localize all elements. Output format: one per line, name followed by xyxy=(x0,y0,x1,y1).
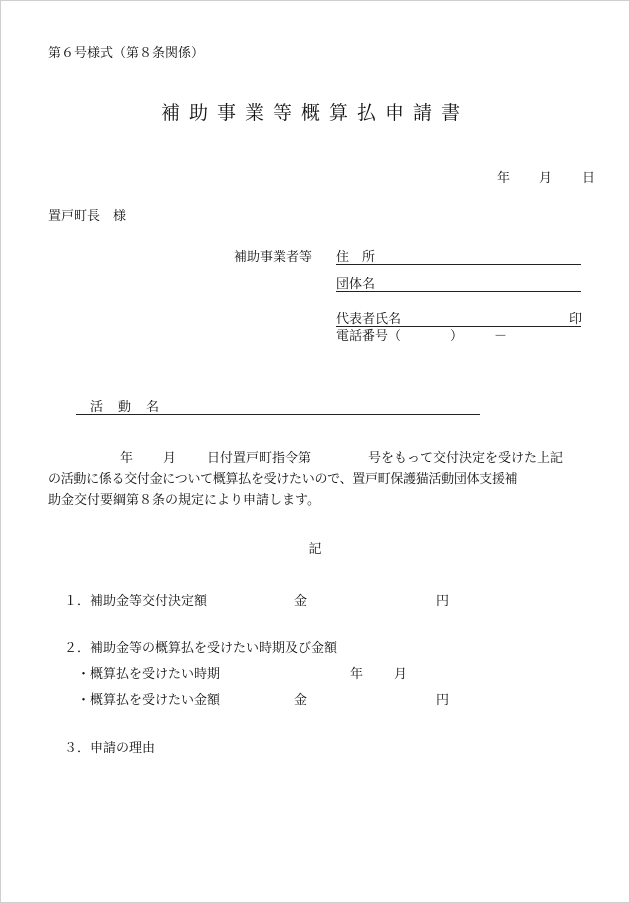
address-label: 住 所 xyxy=(336,250,376,265)
item2-sub2-label: ・概算払を受けたい金額 xyxy=(77,693,221,708)
phone-close-paren: ） xyxy=(450,329,464,344)
form-number: 第６号様式（第８条関係） xyxy=(48,46,205,61)
date-month: 月 xyxy=(539,171,553,186)
item3-label: ３．申請の理由 xyxy=(64,741,156,756)
applicant-label: 補助事業者等 xyxy=(234,250,313,265)
document-title: 補助事業等概算払申請書 xyxy=(160,102,469,124)
ki-heading: 記 xyxy=(308,542,322,557)
representative-label: 代表者氏名 xyxy=(336,312,402,327)
body-month: 月 xyxy=(163,451,177,466)
item1-yen: 円 xyxy=(436,594,450,609)
body-line3: 助金交付要綱第８条の規定により申請します。 xyxy=(48,493,320,508)
item1-kin: 金 xyxy=(294,594,308,609)
addressee: 置戸町長 様 xyxy=(48,209,127,224)
phone-dash: － xyxy=(494,329,508,344)
date-year: 年 xyxy=(497,171,511,186)
body-decision-text: 日付置戸町指令第 xyxy=(207,451,312,466)
activity-name-underline xyxy=(76,414,480,415)
body-year: 年 xyxy=(120,451,134,466)
group-name-label: 団体名 xyxy=(336,277,376,292)
body-line1-rest: 号をもって交付決定を受けた上記 xyxy=(368,451,564,466)
address-underline xyxy=(336,264,581,265)
seal-mark: 印 xyxy=(569,312,583,327)
activity-name-label: 活 動 名 xyxy=(90,400,161,415)
phone-label: 電話番号（ xyxy=(336,329,402,344)
item2-sub2-yen: 円 xyxy=(436,693,450,708)
representative-underline xyxy=(336,326,581,327)
item2-sub1-label: ・概算払を受けたい時期 xyxy=(77,667,221,682)
item2-sub2-kin: 金 xyxy=(294,693,308,708)
group-name-underline xyxy=(336,291,581,292)
item2-label: ２．補助金等の概算払を受けたい時期及び金額 xyxy=(64,641,338,656)
item2-sub1-month: 月 xyxy=(394,667,408,682)
date-day: 日 xyxy=(582,171,596,186)
item1-label: １．補助金等交付決定額 xyxy=(64,594,208,609)
item2-sub1-year: 年 xyxy=(350,667,364,682)
body-line2: の活動に係る交付金について概算払を受けたいので、置戸町保護猫活動団体支援補 xyxy=(48,472,518,487)
